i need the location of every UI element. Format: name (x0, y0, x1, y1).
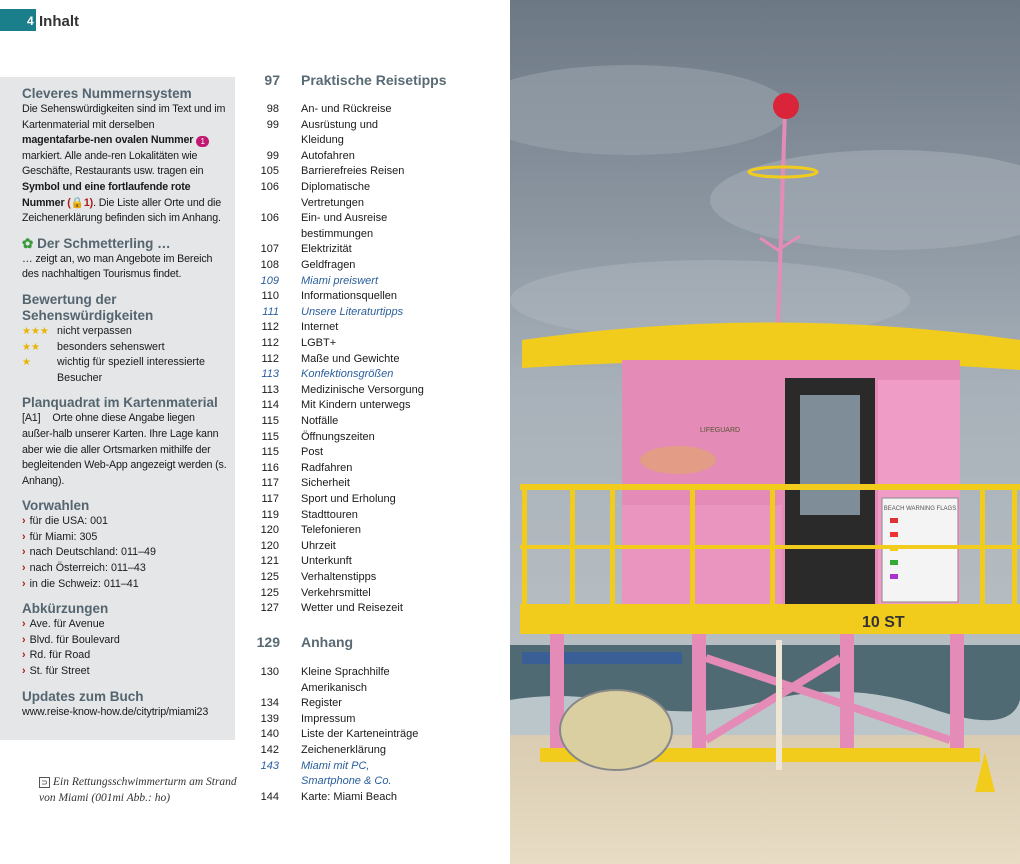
rescue-board (560, 690, 672, 770)
list-item: › Ave. für Avenue (22, 618, 105, 631)
toc-page-number: 109 (260, 274, 279, 287)
toc-entry-title: Öffnungszeiten (301, 430, 375, 443)
butterfly-text: … zeigt an, wo man Angebote im Bereich des nachhaltigen Tourismus findet. (22, 252, 213, 281)
toc-page-number: 106 (260, 181, 279, 193)
chevron-right-icon: › (22, 546, 26, 559)
toc-page-number: 120 (260, 524, 279, 537)
toc-page-number: 112 (261, 337, 279, 349)
toc-page-number: 115 (261, 446, 279, 459)
toc-entry-title: Register (301, 697, 342, 710)
toc-page-number: 110 (261, 290, 279, 303)
toc-entry-title: Ausrüstung und Kleidung (301, 118, 379, 147)
toc-page-number: 143 (260, 759, 279, 772)
surfboard (522, 652, 682, 664)
toc-section-title: Praktische Reisetipps (301, 72, 447, 88)
svg-text:LIFEGUARD: LIFEGUARD (700, 427, 741, 434)
list-item: › in die Schweiz: 011–41 (22, 577, 139, 590)
toc-page-number: 121 (260, 555, 279, 568)
toc-entry-title: Informationsquellen (301, 290, 398, 303)
abbrev-section (22, 601, 227, 679)
pole-ball (773, 93, 799, 119)
toc-entry-title: Liste der Karteneinträge (301, 728, 419, 741)
toc-page-number: 134 (260, 697, 279, 710)
grid-heading: Planquadrat im Kartenmaterial (22, 395, 218, 411)
rescue-bag (640, 446, 716, 474)
toc-page-number: 98 (266, 103, 279, 115)
list-item: › nach Österreich: 011–43 (22, 562, 146, 575)
toc-section-title: Anhang (301, 634, 354, 650)
toc-page-number: 117 (261, 477, 279, 490)
dialing-section (22, 498, 227, 592)
toc-page-number: 107 (260, 243, 279, 256)
toc-entry-title: Barrierefreies Reisen (301, 165, 405, 178)
toc-page-number: 112 (261, 352, 279, 365)
toc-entry-title: Miami mit PC, Smartphone & Co. (301, 759, 392, 788)
toc-entry-title: Karte: Miami Beach (301, 790, 397, 803)
toc-entry-title: Verhaltenstipps (301, 571, 377, 583)
toc-entry-title: Unterkunft (301, 555, 352, 568)
updates-link[interactable]: www.reise-know-how.de/citytrip/miami23 (22, 705, 209, 718)
butterfly-section (22, 236, 227, 283)
toc-entry-title: Mit Kindern unterwegs (301, 399, 411, 412)
rating-row: ★★ besonders sehenswert (22, 340, 227, 356)
toc-page-number: 140 (260, 728, 279, 741)
toc-entry-title: Notfälle (301, 415, 339, 427)
toc-page-number: 115 (261, 430, 279, 443)
updates-heading: Updates zum Buch (22, 688, 144, 704)
rating-row: ★ wichtig für speziell interessierte Besucher (22, 355, 227, 386)
lifeguard-tower-photo (510, 0, 1020, 864)
toc-entry-title: Stadttouren (301, 508, 358, 521)
toc-entry-title: Wetter und Reisezeit (301, 602, 403, 615)
tower-leg (692, 634, 706, 754)
magenta-number-icon: 1 (196, 136, 209, 147)
list-item: › für die USA: 001 (22, 515, 108, 528)
toc-entry-title: Autofahren (301, 149, 355, 162)
toc-page-number: 112 (261, 321, 279, 334)
list-item: › Rd. für Road (22, 649, 91, 662)
star-icon: ★★★ (22, 325, 49, 337)
rating-row: ★★★ nicht verpassen (22, 324, 227, 340)
toc-page-number: 106 (260, 212, 279, 225)
grid-section (22, 395, 227, 489)
toc-page-number: 125 (260, 571, 279, 583)
toc-page-number: 114 (261, 399, 279, 412)
toc-page-number: 105 (260, 165, 279, 178)
chevron-right-icon: › (22, 515, 26, 528)
photo-reference-icon: ⊃ (39, 777, 50, 788)
rating-heading: Bewertung der Sehenswürdigkeiten (22, 291, 154, 323)
chevron-right-icon: › (22, 562, 26, 575)
toc-entry-title: Verkehrsmittel (301, 586, 371, 599)
chevron-right-icon: › (22, 577, 26, 590)
grid-text: [A1] Orte ohne diese Angabe liegen außer-halb unserer Karten. Ihre Lage kann aber wie die aller Ortsmarken mithilfe der begleitenden Web-App angezeigt werden (s. Anhang). (22, 412, 227, 487)
toc-entry-title: Sport und Erholung (301, 493, 396, 505)
lifeguard-tower-illustration (510, 0, 1020, 864)
red-symbol-icon: (🔒1) (67, 196, 94, 209)
toc-entry-title: Sicherheit (301, 477, 350, 490)
page-number: 4 (27, 14, 34, 28)
toc-entry-title: Uhrzeit (301, 539, 336, 552)
rating-section (22, 292, 227, 386)
photo-caption: ⊃ Ein Rettungsschwimmerturm am Strand von Miami (001mi Abb.: ho) (39, 776, 237, 804)
toc-entry-title: Telefonieren (301, 524, 361, 537)
tower-sign: 10 ST (862, 614, 905, 631)
toc-entry-title: Geldfragen (301, 259, 356, 271)
toc-page-number: 125 (260, 586, 279, 599)
toc-entry-title: Elektrizität (301, 243, 352, 256)
numbering-heading: Cleveres Nummernsystem (22, 86, 192, 101)
toc-page-number: 111 (262, 305, 279, 318)
deck-platform (520, 604, 1020, 634)
list-item: › für Miami: 305 (22, 530, 98, 543)
tower-leg (840, 634, 854, 754)
list-item: › Blvd. für Boulevard (22, 633, 120, 646)
list-item: › St. für Street (22, 665, 90, 678)
chevron-right-icon: › (22, 633, 26, 646)
numbering-section (22, 86, 227, 227)
toc-entry-title: Unsere Literaturtipps (301, 305, 404, 318)
toc-page-number: 113 (261, 383, 279, 396)
tower-window (800, 395, 860, 515)
chevron-right-icon: › (22, 649, 26, 662)
toc-entry-title: LGBT+ (301, 337, 337, 349)
toc-page-number: 115 (261, 415, 279, 427)
grid-code: [A1] (22, 412, 41, 425)
toc-entry-title: Ein- und Ausreise bestimmungen (301, 212, 388, 240)
toc-page-number: 99 (266, 118, 279, 131)
pole-post (776, 640, 782, 770)
toc-entry-title: Konfektionsgrößen (301, 368, 394, 381)
toc-entry-title: An- und Rückreise (301, 103, 392, 115)
toc-entry-title: Kleine Sprachhilfe Amerikanisch (301, 666, 390, 694)
toc-entry-title: Diplomatische Vertretungen (301, 181, 371, 209)
butterfly-heading: Der Schmetterling … (37, 235, 171, 251)
star-icon: ★★ (22, 341, 40, 353)
tower-leg (950, 634, 964, 754)
svg-text:BEACH WARNING FLAGS: BEACH WARNING FLAGS (883, 506, 957, 512)
toc-entry-title: Internet (301, 321, 339, 334)
toc-entry-title: Zeichenerklärung (301, 744, 386, 756)
abbrev-heading: Abkürzungen (22, 601, 109, 617)
toc-page-number: 144 (260, 790, 279, 803)
chevron-right-icon: › (22, 530, 26, 543)
toc-page-number: 108 (260, 259, 279, 271)
updates-section (22, 689, 227, 721)
toc-entry-title: Miami preiswert (301, 274, 379, 287)
dialing-heading: Vorwahlen (22, 498, 90, 514)
toc-entry-title: Radfahren (301, 461, 353, 474)
info-sidebar (0, 77, 235, 740)
list-item: › nach Deutschland: 011–49 (22, 546, 156, 559)
toc-page-number: 139 (260, 712, 279, 725)
toc-page-number: 142 (260, 744, 279, 756)
toc-page-number: 99 (266, 149, 279, 162)
toc-page-number: 130 (260, 666, 279, 678)
chevron-right-icon: › (22, 618, 26, 631)
cabin-railing-panel (622, 505, 782, 605)
toc-section-number: 97 (264, 72, 280, 88)
toc-page-number: 116 (261, 461, 279, 474)
toc-entry-title: Medizinische Versorgung (301, 383, 424, 396)
toc-page-number: 117 (261, 493, 279, 505)
toc-section-number: 129 (256, 634, 280, 650)
toc-entry-title: Maße und Gewichte (301, 352, 400, 365)
toc-page-number: 119 (261, 508, 279, 521)
butterfly-icon: ✿ (22, 235, 34, 251)
star-icon: ★ (22, 357, 31, 369)
toc-page-number: 113 (261, 368, 279, 381)
chevron-right-icon: › (22, 665, 26, 678)
toc-entry-title: Post (301, 446, 324, 459)
toc-page-number: 127 (260, 602, 279, 615)
numbering-text: Die Sehenswürdigkeiten sind im Text und im Kartenmaterial mit derselben magentafarbe-nen ovalen Nummer 1 markiert. Alle ande-ren Lokalitäten wie Geschäfte, Restaurants usw. tragen ein Symbol und eine fortlaufende rote Nummer (🔒1). Die Liste aller Orte und die Zeichenerklärung befinden sich im Anhang. (22, 103, 226, 225)
toc-page-number: 120 (260, 539, 279, 552)
page-title: Inhalt (39, 13, 79, 30)
toc-entry-title: Impressum (301, 712, 356, 725)
